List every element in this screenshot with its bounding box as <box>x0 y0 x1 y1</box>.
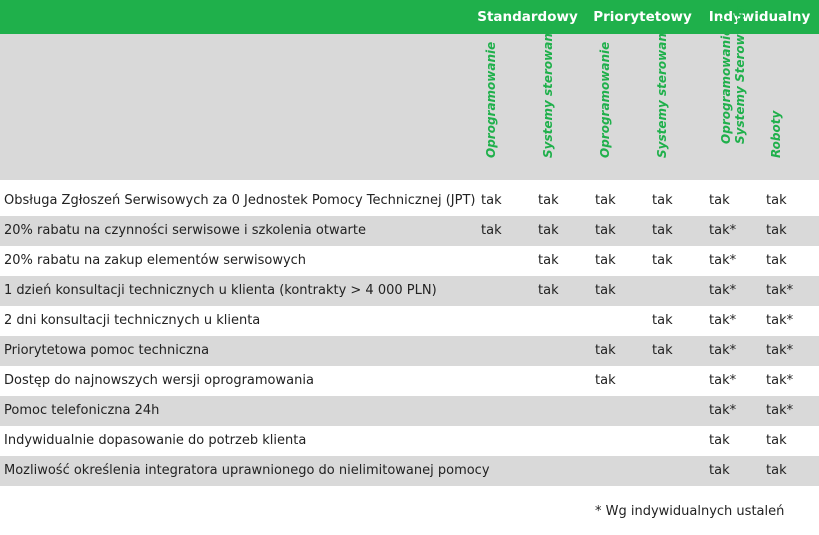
table-cell: tak* <box>709 403 737 418</box>
table-row <box>0 426 819 456</box>
row-label: 20% rabatu na czynności serwisowe i szkolenia otwarte <box>4 223 366 238</box>
row-label: Dostęp do najnowszych wersji oprogramowania <box>4 373 314 388</box>
table-cell: tak <box>652 223 673 238</box>
table-cell: tak <box>595 343 616 358</box>
table-cell: tak <box>538 253 559 268</box>
plan-priority: Priorytetowy <box>593 9 692 25</box>
table-row <box>0 306 819 336</box>
table-row <box>0 186 819 216</box>
column-header-label: Systemy sterowania <box>655 20 669 158</box>
column-header <box>641 20 681 180</box>
table-cell: tak* <box>709 283 737 298</box>
plans-header-bar <box>0 0 819 34</box>
table-cell: tak* <box>766 313 794 328</box>
table-row <box>0 216 819 246</box>
table-cell: tak <box>595 223 616 238</box>
table-cell: tak <box>709 193 730 208</box>
column-header-label: Systemy sterowania <box>541 20 555 158</box>
table-cell: tak* <box>709 253 737 268</box>
column-header <box>584 34 624 180</box>
table-cell: tak* <box>766 283 794 298</box>
footnote: * Wg indywidualnych ustaleń <box>595 504 785 519</box>
table-cell: tak <box>766 463 787 478</box>
table-row <box>0 366 819 396</box>
row-label: 2 dni konsultacji technicznych u klienta <box>4 313 261 328</box>
column-header <box>470 34 510 180</box>
column-headers-band <box>0 34 819 180</box>
table-cell: tak* <box>709 313 737 328</box>
row-label: Priorytetowa pomoc techniczna <box>4 343 210 358</box>
table-cell: tak* <box>709 223 737 238</box>
column-header <box>705 5 747 180</box>
table-cell: tak <box>766 193 787 208</box>
table-cell: tak* <box>709 343 737 358</box>
table-cell: tak <box>652 313 673 328</box>
column-header-label: Roboty <box>769 110 783 158</box>
table-cell: tak <box>652 193 673 208</box>
table-cell: tak <box>595 253 616 268</box>
table-cell: tak <box>595 193 616 208</box>
table-cell: tak <box>481 193 502 208</box>
table-cell: tak* <box>709 373 737 388</box>
table-cell: tak <box>709 463 730 478</box>
table-cell: tak <box>538 193 559 208</box>
table-cell: tak <box>766 433 787 448</box>
column-header-label: Oprogramowanie <box>598 41 612 158</box>
row-label: Obsługa Zgłoszeń Serwisowych za 0 Jednostek Pomocy Technicznej (JPT) <box>4 193 476 208</box>
table-row <box>0 276 819 306</box>
table-cell: tak <box>709 433 730 448</box>
table-row <box>0 336 819 366</box>
column-header-label: Oprogramowanie / Systemy Sterowania <box>719 5 747 144</box>
table-cell: tak <box>766 223 787 238</box>
table-cell: tak <box>595 373 616 388</box>
table-body <box>0 186 819 486</box>
row-label: Indywidualnie dopasowanie do potrzeb klienta <box>4 433 307 448</box>
row-label: Pomoc telefoniczna 24h <box>4 403 160 418</box>
row-label: 1 dzień konsultacji technicznych u klienta (kontrakty > 4 000 PLN) <box>4 283 437 298</box>
table-cell: tak <box>766 253 787 268</box>
plan-standard: Standardowy <box>477 9 578 25</box>
table-cell: tak <box>595 283 616 298</box>
column-header-label: Oprogramowanie <box>484 41 498 158</box>
plan-individual: Indywidualny <box>708 9 811 25</box>
table-cell: tak <box>538 283 559 298</box>
table-row <box>0 246 819 276</box>
row-label: Mozliwość określenia integratora uprawnionego do nielimitowanej pomocy <box>4 463 490 478</box>
table-cell: tak* <box>766 403 794 418</box>
table-cell: tak <box>538 223 559 238</box>
table-row <box>0 396 819 426</box>
column-header <box>755 34 795 180</box>
table-row <box>0 456 819 486</box>
table-cell: tak* <box>766 373 794 388</box>
table-cell: tak <box>481 223 502 238</box>
table-cell: tak <box>652 253 673 268</box>
table-cell: tak* <box>766 343 794 358</box>
column-header <box>527 20 567 180</box>
row-label: 20% rabatu na zakup elementów serwisowych <box>4 253 307 268</box>
table-cell: tak <box>652 343 673 358</box>
